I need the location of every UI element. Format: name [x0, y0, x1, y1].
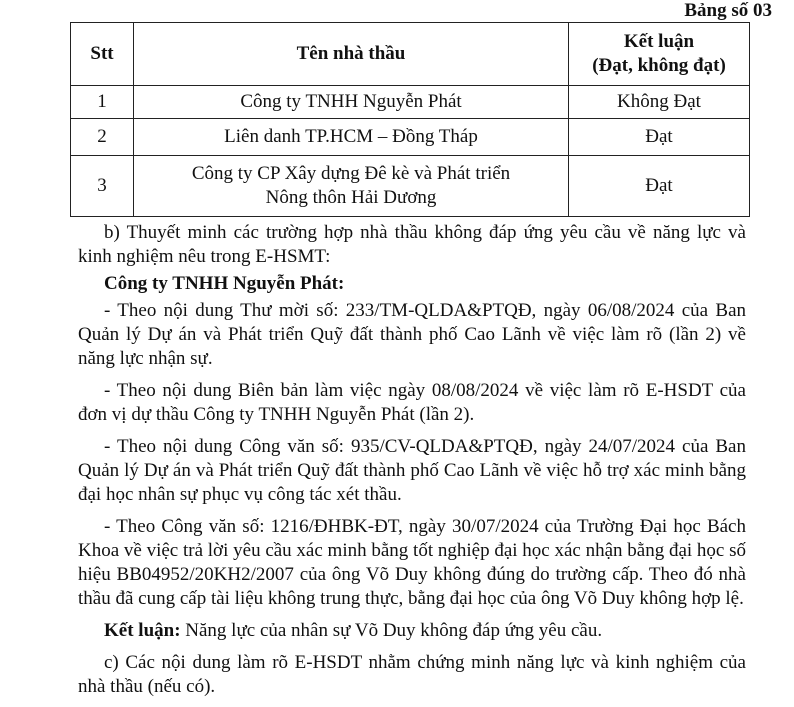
cell-name: Công ty TNHH Nguyễn Phát — [134, 86, 569, 119]
header-conclusion-title: Kết luận — [623, 31, 695, 52]
paragraph-minutes: - Theo nội dung Biên bản làm việc ngày 08/08/2024 về việc làm rõ E-HSDT của đơn vị dự thầu Công ty TNHH Nguyễn Phát (lần 2). — [78, 380, 746, 425]
conclusion-paragraph — [78, 619, 746, 643]
company-heading: Công ty TNHH Nguyễn Phát: — [104, 273, 345, 294]
cell-name: Công ty CP Xây dựng Đê kè và Phát triển Nông thôn Hải Dương — [134, 156, 569, 217]
table-caption: Bảng số 03 — [684, 0, 772, 21]
paragraph-invitation: - Theo nội dung Thư mời số: 233/TM-QLDA&PTQĐ, ngày 06/08/2024 của Ban Quản lý Dự án và Phát triển Quỹ đất thành phố Cao Lãnh về việc làm rõ (lần 2) về năng lực nhận sự. — [78, 300, 746, 369]
contractor-results-table — [70, 22, 750, 217]
cell-stt: 2 — [71, 119, 134, 156]
section-b-paragraph: b) Thuyết minh các trường hợp nhà thầu không đáp ứng yêu cầu về năng lực và kinh nghiệm nêu trong E-HSMT: — [78, 222, 746, 267]
header-conclusion-sub: (Đạt, không đạt) — [592, 55, 726, 76]
header-stt: Stt — [71, 23, 134, 86]
section-c-paragraph: c) Các nội dung làm rõ E-HSDT nhằm chứng minh năng lực và kinh nghiệm của nhà thầu (nếu có). — [78, 652, 746, 697]
header-conclusion — [569, 23, 750, 86]
table-row — [71, 119, 750, 156]
paragraph-official-letter-935: - Theo nội dung Công văn số: 935/CV-QLDA&PTQĐ, ngày 24/07/2024 của Ban Quản lý Dự án và Phát triển Quỹ đất thành phố Cao Lãnh về việc hỗ trợ xác minh bằng đại học nhân sự phục vụ công tác xét thầu. — [78, 436, 746, 505]
cell-result: Đạt — [569, 156, 750, 217]
conclusion-label: Kết luận: — [104, 620, 181, 641]
paragraph-official-letter-1216: - Theo Công văn số: 1216/ĐHBK-ĐT, ngày 30/07/2024 của Trường Đại học Bách Khoa về việc trả lời yêu cầu xác minh bằng tốt nghiệp đại học xác nhận bằng đại học số hiệu BB04952/20KH2/2007 của ông Võ Duy không đúng do trường cấp. Theo đó nhà thầu đã cung cấp tài liệu không trung thực, bằng đại học của ông Võ Duy không hợp lệ. — [78, 516, 746, 609]
table-row — [71, 156, 750, 217]
document-body — [78, 221, 746, 707]
table-header-row — [71, 23, 750, 86]
cell-result: Không Đạt — [569, 86, 750, 119]
cell-stt: 1 — [71, 86, 134, 119]
conclusion-text: Năng lực của nhân sự Võ Duy không đáp ứng yêu cầu. — [180, 620, 603, 641]
cell-stt: 3 — [71, 156, 134, 217]
cell-result: Đạt — [569, 119, 750, 156]
header-contractor-name: Tên nhà thầu — [134, 23, 569, 86]
cell-name: Liên danh TP.HCM – Đồng Tháp — [134, 119, 569, 156]
table-row — [71, 86, 750, 119]
